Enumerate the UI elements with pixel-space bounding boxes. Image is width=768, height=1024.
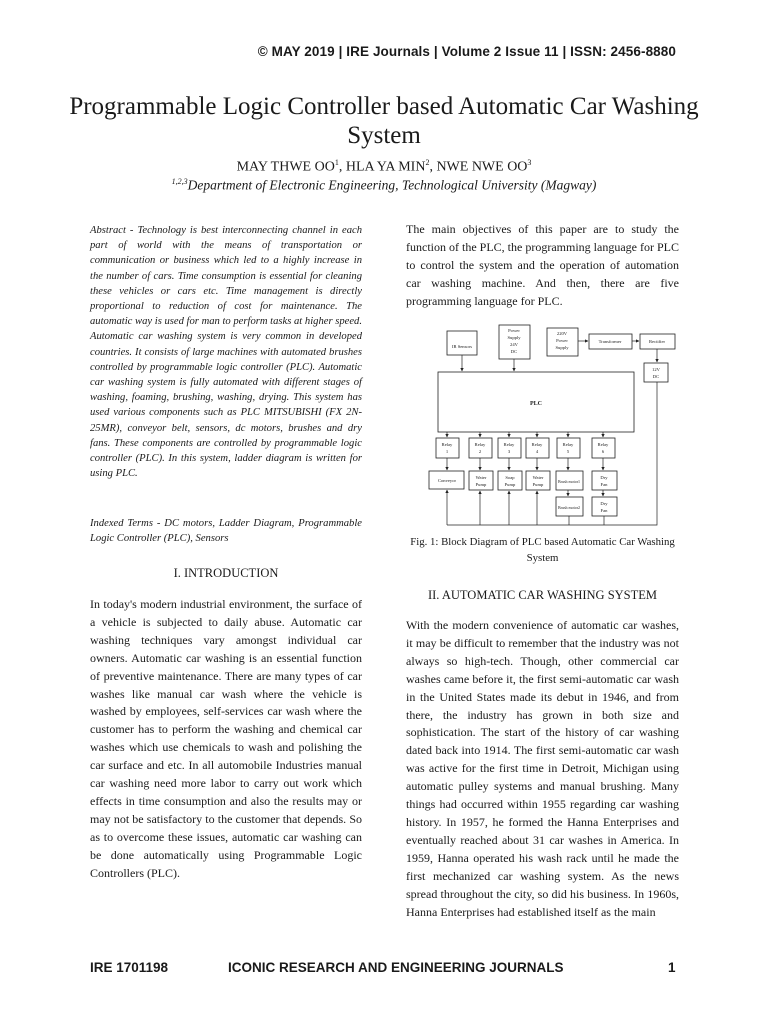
relay-2-label: Relay	[474, 442, 486, 447]
soap-pump-block	[498, 471, 522, 490]
ps24-line4: DC	[510, 349, 518, 354]
dry-1-fan: Fan	[600, 482, 608, 487]
water-2-pump: Pump	[532, 482, 544, 487]
objectives-text: The main objectives of this paper are to study the function of the PLC, the programming language for PLC to control the system and the operation of automation car washing machine. And then, there are five programming language for PLC.	[406, 222, 679, 308]
relay-2-block	[469, 438, 492, 458]
author-3: NWE NWE OO	[436, 159, 528, 175]
indexed-terms	[90, 516, 362, 546]
rectifier-label: Rectifier	[648, 339, 666, 344]
section-1-heading: I. INTRODUCTION	[173, 566, 279, 580]
footer-paper-id: IRE 1701198	[90, 960, 169, 975]
figure-caption: Fig. 1: Block Diagram of PLC based Automatic Car Washing System	[410, 536, 675, 564]
water-2-label: Water	[532, 475, 544, 480]
water-1-label: Water	[475, 475, 487, 480]
brush-2-label: Brush motor2	[557, 505, 581, 510]
introduction-body	[90, 596, 362, 883]
relay-1-block	[436, 438, 459, 458]
conveyor-label: Conveyor	[437, 478, 457, 483]
dry-fan-2-block	[592, 497, 617, 516]
ps24-line3: 24V	[510, 342, 518, 347]
relay-3-num: 3	[507, 449, 511, 454]
water-pump-1-block	[469, 471, 493, 490]
relay-1-label: Relay	[441, 442, 453, 447]
affiliation	[60, 177, 708, 194]
dry-2-fan: Fan	[600, 508, 608, 513]
ps220-line1: 220V	[556, 331, 568, 336]
authors-line: MAY THWE $OO^1$, HLA YA MIN$^2$, NWE NWE $OO^3$	[236, 158, 532, 175]
section-2-body	[406, 617, 679, 921]
relay-2-num: 2	[478, 449, 482, 454]
relay-4-label: Relay	[531, 442, 543, 447]
ps220-line2: Power	[556, 338, 568, 343]
soap-pump: Pump	[504, 482, 516, 487]
water-1-pump: Pump	[475, 482, 487, 487]
relay-3-label: Relay	[503, 442, 515, 447]
footer-journal: ICONIC RESEARCH AND ENGINEERING JOURNALS	[228, 960, 564, 975]
abstract	[90, 223, 362, 481]
relay-6-label: Relay	[597, 442, 609, 447]
relay-3-block	[498, 438, 521, 458]
dc-12v-block	[644, 363, 668, 382]
indexed-terms-text: Indexed Terms - DC motors, Ladder Diagram, Programmable Logic Controller (PLC), Sensors	[90, 518, 362, 545]
plc-label: PLC	[530, 401, 542, 407]
relay-6-block	[592, 438, 615, 458]
relay-5-label: Relay	[562, 442, 574, 447]
ps220-line3: Supply	[555, 345, 569, 350]
relay-4-block	[526, 438, 549, 458]
relay-5-block	[557, 438, 580, 458]
dc12-line2: DC	[652, 374, 660, 379]
dry-2-label: Dry	[600, 501, 608, 506]
affiliation-text: Department of Electronic Engineering, Technological University (Magway)	[187, 177, 597, 193]
affiliation-sup: 1,2,3	[171, 177, 188, 186]
ps24-line2: Supply	[507, 335, 521, 340]
soap-label: Soap	[505, 475, 515, 480]
relay-1-num: 1	[445, 449, 449, 454]
author-1-sup: 1	[334, 158, 339, 167]
ir-label: IR Sensors	[451, 344, 473, 349]
author-3-sup: 3	[527, 158, 532, 167]
block-diagram	[406, 320, 679, 530]
author-1: MAY THWE OO	[236, 159, 335, 175]
ps24-line1: Power	[508, 328, 520, 333]
abstract-text: Abstract - Technology is best interconnecting channel in each part of world with the means of transportation or communication or business which led to a highly increase in the number of cars. Time consumption is essential for cleaning these vehicles or cars etc. Time management is directly proportional to reduction of cost for maintenance. The automatic way is used for man to perform tasks at higher speed. Automatic car washing system is very common in developed countries. It consists of large machines with automated brushes controlled by programmable logic controller (PLC). Automatic car washing system is fully automated with different stages of washing, foaming, brushing, washing, drying. This system has used various components such as PLC MITSUBISHI (FX 2N-25MR), conveyor belt, sensors, dc motors, brushes and dry fans. These components are controlled by programmable logic controller (PLC). In this system, ladder diagram is written for using PLC.	[90, 225, 362, 480]
relay-6-num: 6	[601, 449, 605, 454]
relay-4-num: 4	[535, 449, 539, 454]
footer-page-number: 1	[668, 960, 676, 975]
author-2: HLA YA MIN	[345, 159, 426, 175]
brush-1-label: Brush motor1	[557, 479, 581, 484]
paper-title: Programmable Logic Controller based Automatic Car Washing System	[69, 93, 699, 149]
journal-header: © MAY 2019 | IRE Journals | Volume 2 Issue 11 | ISSN: 2456-8880	[257, 44, 676, 59]
dry-1-label: Dry	[600, 475, 608, 480]
water-pump-2-block	[526, 471, 550, 490]
introduction-text: In today's modern industrial environment, the surface of a vehicle is subjected to daily abuse. Automatic car washing techniques vary amongst individual car owners. Automatic car washing is an essential function of preventive maintenance. There are many types of car washes like manual car wash where the vehicle is washed by employees, self-services car wash where the customer has to perform the washing and chemical car washes which use chemicals to wash and polishing the car surface and etc. In all automobile Industries manual car washing need more labor to carry out work which effects in time consumption and also the results may or may not be satisfactory to the customer that depends. So as to overcome these issues, automatic car washing can be done automatically using Programmable Logic Controllers (PLC).	[90, 597, 362, 880]
ir-sensors-block	[447, 331, 477, 355]
relay-5-num: 5	[566, 449, 570, 454]
author-2-sup: 2	[425, 158, 430, 167]
dc12-line1: 12V	[652, 367, 660, 372]
section-2-heading: II. AUTOMATIC CAR WASHING SYSTEM	[427, 588, 658, 602]
transformer-label: Transformer	[598, 339, 622, 344]
dry-fan-1-block	[592, 471, 617, 490]
section-2-text: With the modern convenience of automatic car washes, it may be difficult to remember that the industry was not always so high-tech. Though, other commercial car washes came before it, the first semi-automatic car wash in the United States made its debut in 1946, and from there, the industry has grown in both size and sophistication. The start of the history of car washing dated back into 1914. The first semi-automatic car wash was active for the first time in Detroit, Michigan using automatic pulley systems and manual brushing. Many things had occurred within 1955 regarding car washing history. In 1957, he formed the Hanna Enterprises and eventually reached about 31 car washes in America. In 1959, Hanna operated his wash rack until he made the first mechanized car washing system. As the news spread throughout the city, so did his business. In 1960s, Hanna Enterprises had established itself as the main	[406, 618, 679, 919]
objectives-paragraph	[406, 221, 679, 311]
